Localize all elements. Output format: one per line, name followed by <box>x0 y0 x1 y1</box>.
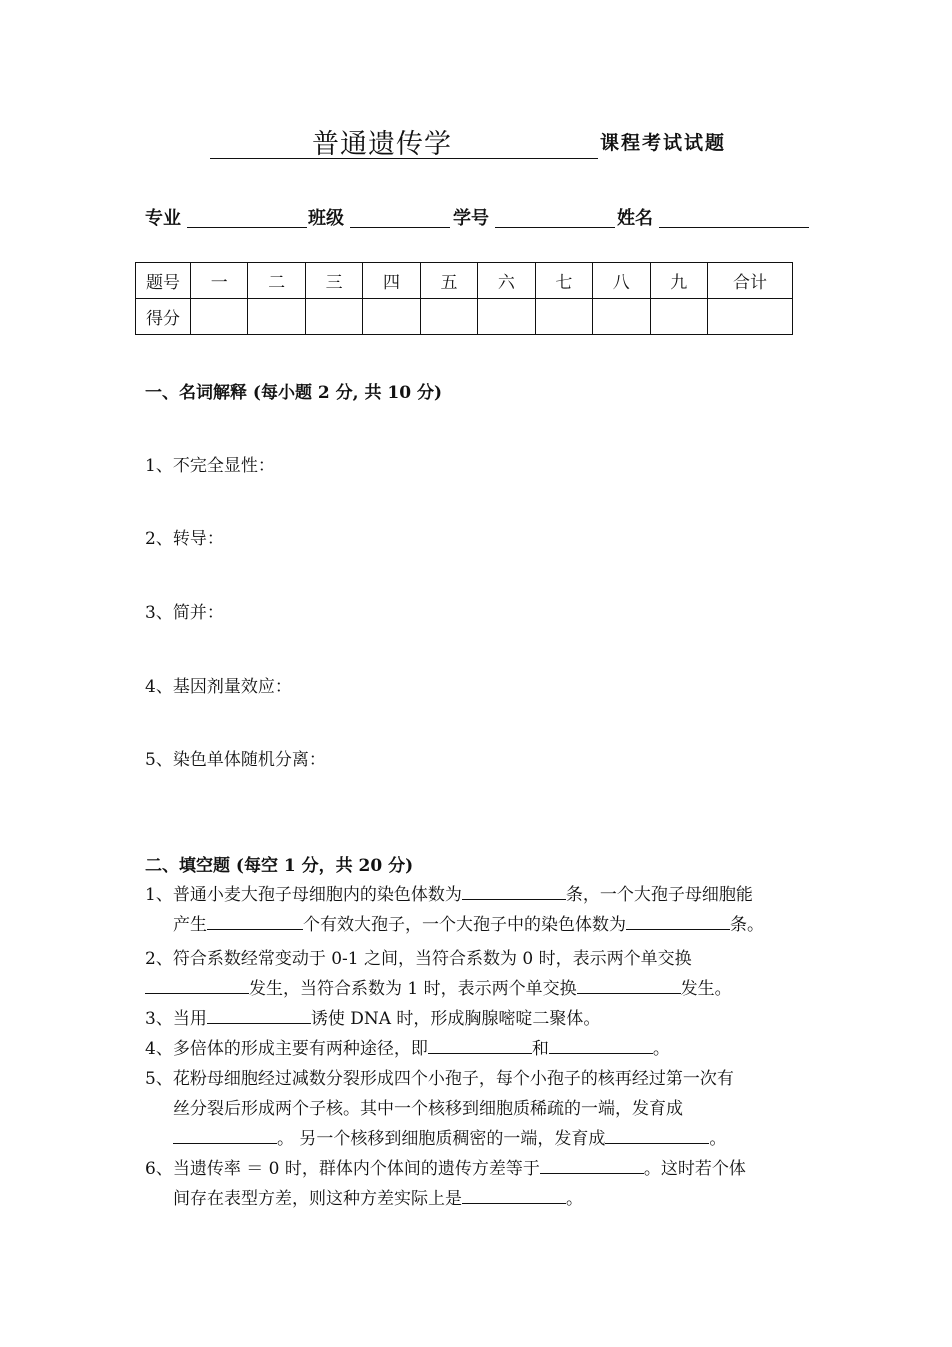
fill-questions <box>145 880 813 1214</box>
column-header: 九 <box>650 263 708 299</box>
column-header: 八 <box>593 263 650 299</box>
question-1-line-1: 1、普通小麦大孢子母细胞内的染色体数为 条，一个大孢子母细胞能 <box>145 880 813 910</box>
course-name-line <box>210 122 598 159</box>
score-cell[interactable] <box>420 299 477 335</box>
column-header-total: 合计 <box>708 263 793 299</box>
name-label: 姓名 <box>617 208 653 229</box>
student-id-label: 学号 <box>453 208 489 229</box>
score-cell[interactable] <box>305 299 362 335</box>
class-field[interactable] <box>350 227 450 228</box>
question-number-row <box>136 263 793 299</box>
question-3: 3、当用 诱使 DNA 时，形成胸腺嘧啶二聚体。 <box>145 1004 813 1034</box>
class-label: 班级 <box>308 208 344 229</box>
question-2-line-2: 发生，当符合系数为 1 时，表示两个单交换 发生。 <box>145 974 813 1004</box>
score-table <box>135 262 793 335</box>
column-header: 一 <box>191 263 248 299</box>
question-6-line-2: 间存在表型方差，则这种方差实际上是 。 <box>145 1184 813 1214</box>
term-item: 1、不完全显性： <box>145 456 275 476</box>
question-5-line-2: 丝分裂后形成两个子核。其中一个核移到细胞质稀疏的一端，发育成 <box>173 1099 683 1119</box>
score-cell[interactable] <box>593 299 650 335</box>
term-item: 5、染色单体随机分离： <box>145 750 326 770</box>
term-item: 3、简并： <box>145 603 224 623</box>
question-5-line-3: 。 另一个核移到细胞质稠密的一端，发育成 。 <box>145 1124 813 1154</box>
column-header: 四 <box>363 263 420 299</box>
answer-blank[interactable] <box>626 911 730 930</box>
major-field[interactable] <box>187 227 307 228</box>
answer-blank[interactable] <box>207 1005 311 1024</box>
answer-blank[interactable] <box>462 1185 566 1204</box>
name-field[interactable] <box>659 227 809 228</box>
answer-blank[interactable] <box>462 881 566 900</box>
score-cell[interactable] <box>191 299 248 335</box>
section1-heading: 一、名词解释 (每小题 2 分, 共 10 分) <box>145 383 443 403</box>
answer-blank[interactable] <box>577 975 681 994</box>
section2-heading: 二、填空题 (每空 1 分，共 20 分) <box>145 856 414 876</box>
answer-blank[interactable] <box>428 1035 532 1054</box>
answer-blank[interactable] <box>207 911 303 930</box>
answer-blank[interactable] <box>540 1155 644 1174</box>
column-header: 五 <box>420 263 477 299</box>
term-item: 4、基因剂量效应： <box>145 677 292 697</box>
term-item: 2、转导： <box>145 529 224 549</box>
question-number-label: 题号 <box>136 263 191 299</box>
score-cell[interactable] <box>363 299 420 335</box>
score-label: 得分 <box>136 299 191 335</box>
student-info-row <box>145 204 815 230</box>
question-1-line-2: 产生 个有效大孢子，一个大孢子中的染色体数为 条。 <box>145 910 813 940</box>
question-2-line-1: 2、符合系数经常变动于 0-1 之间，当符合系数为 0 时，表示两个单交换 <box>145 949 692 969</box>
score-cell-total[interactable] <box>708 299 793 335</box>
column-header: 二 <box>248 263 305 299</box>
answer-blank[interactable] <box>173 1125 277 1144</box>
score-row <box>136 299 793 335</box>
exam-title-suffix: 课程考试试题 <box>600 132 727 154</box>
major-label: 专业 <box>145 208 181 229</box>
question-5-line-1: 5、花粉母细胞经过减数分裂形成四个小孢子，每个小孢子的核再经过第一次有 <box>145 1069 734 1089</box>
question-4: 4、多倍体的形成主要有两种途径，即 和 。 <box>145 1034 813 1064</box>
answer-blank[interactable] <box>605 1125 709 1144</box>
column-header: 七 <box>535 263 592 299</box>
answer-blank[interactable] <box>549 1035 653 1054</box>
question-6-line-1: 6、当遗传率 ＝ 0 时，群体内个体间的遗传方差等于 。这时若个体 <box>145 1154 813 1184</box>
score-cell[interactable] <box>535 299 592 335</box>
student-id-field[interactable] <box>495 227 615 228</box>
score-cell[interactable] <box>478 299 535 335</box>
score-cell[interactable] <box>248 299 305 335</box>
course-name: 普通遗传学 <box>312 129 452 160</box>
column-header: 六 <box>478 263 535 299</box>
score-cell[interactable] <box>650 299 708 335</box>
answer-blank[interactable] <box>145 975 249 994</box>
column-header: 三 <box>305 263 362 299</box>
